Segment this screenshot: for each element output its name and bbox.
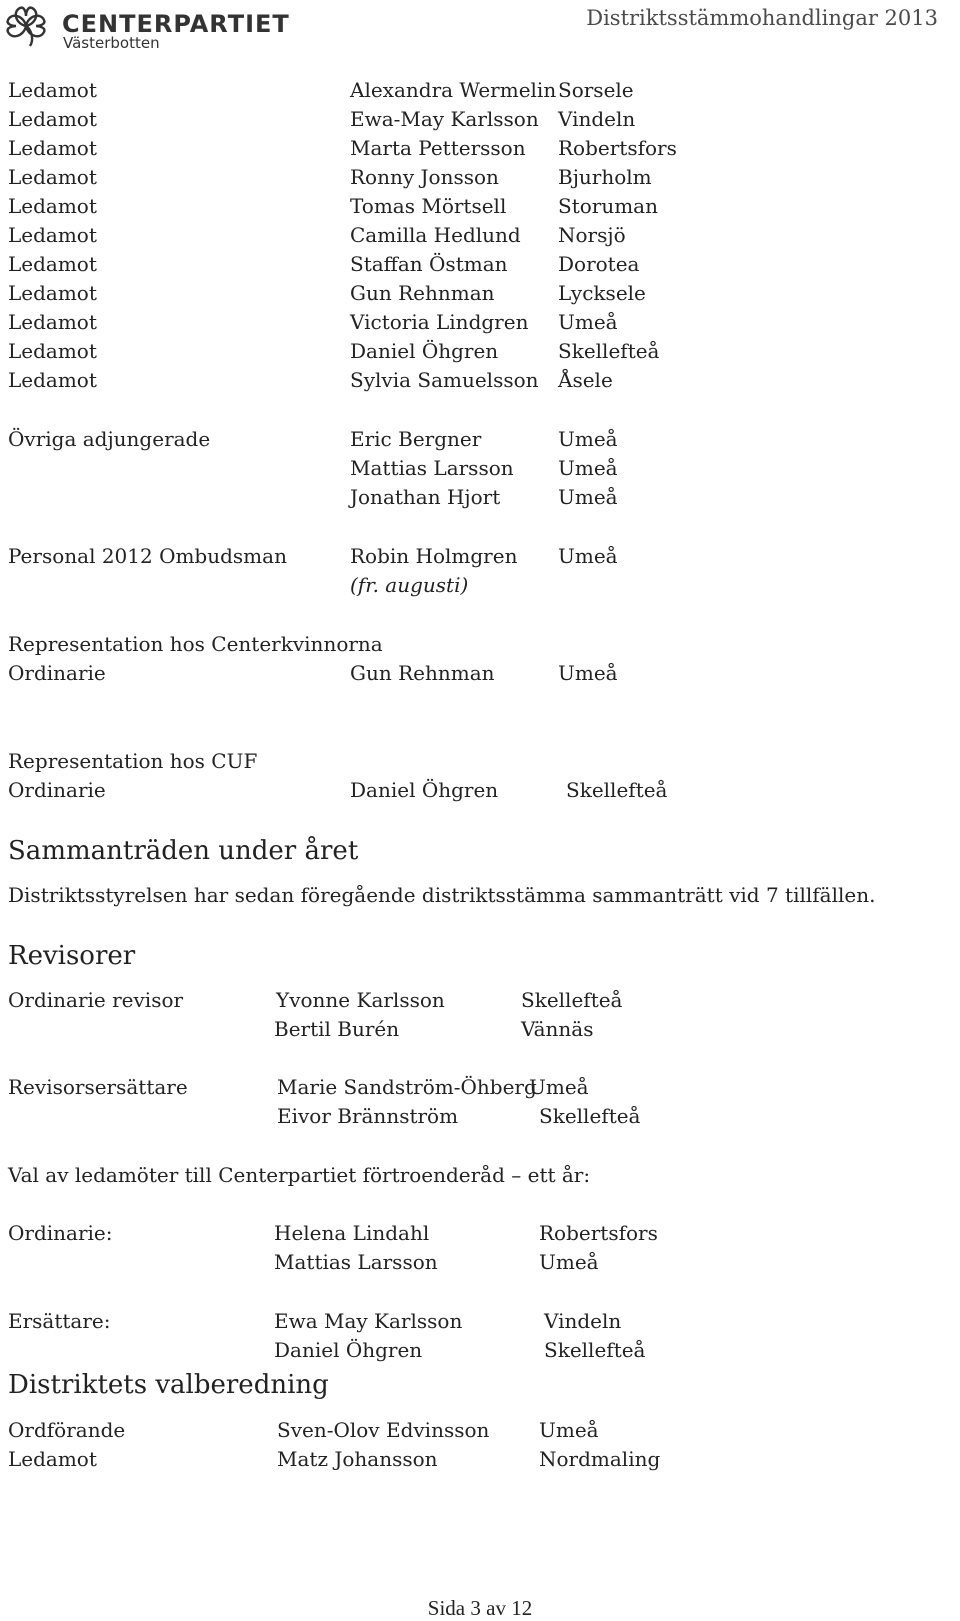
name-cell: Mattias Larsson [350, 456, 514, 480]
name-cell: Alexandra Wermelin [350, 78, 557, 102]
place-cell: Bjurholm [558, 165, 652, 189]
adjunct-label: Övriga adjungerade [8, 427, 211, 451]
place-cell: Åsele [558, 368, 613, 392]
council-deputy-label: Ersättare: [8, 1309, 111, 1333]
name-cell: Gun Rehnman [350, 281, 495, 305]
name-cell: Daniel Öhgren [350, 778, 499, 802]
place-cell: Umeå [558, 310, 618, 334]
section-heading: Representation hos CUF [8, 749, 258, 773]
place-cell: Umeå [539, 1250, 599, 1274]
role-cell: Ledamot [8, 194, 97, 218]
role-cell: Ordförande [8, 1418, 126, 1442]
name-cell: Eric Bergner [350, 427, 482, 451]
role-cell: Ledamot [8, 107, 97, 131]
name-cell: Sven-Olov Edvinsson [277, 1418, 490, 1442]
role-cell: Ledamot [8, 165, 97, 189]
page-number: Sida 3 av 12 [427, 1596, 533, 1620]
name-cell: Staffan Östman [350, 252, 508, 276]
role-cell: Ledamot [8, 281, 97, 305]
deputy-auditor-label: Revisorsersättare [8, 1075, 188, 1099]
name-cell: Ronny Jonsson [350, 165, 499, 189]
name-cell: Eivor Brännström [277, 1104, 459, 1128]
clover-logo-icon [4, 4, 48, 48]
logo-region: Västerbotten [63, 34, 160, 52]
place-cell: Vännäs [521, 1017, 594, 1041]
name-cell: Marie Sandström-Öhberg [277, 1075, 537, 1099]
place-cell: Skellefteå [558, 339, 660, 363]
place-cell: Lycksele [558, 281, 646, 305]
name-cell: Marta Pettersson [350, 136, 526, 160]
meetings-text: Distriktsstyrelsen har sedan föregående distriktsstämma sammanträtt vid 7 tillfällen. [8, 883, 876, 907]
staff-note: (fr. augusti) [350, 573, 469, 597]
place-cell: Umeå [558, 427, 618, 451]
section-heading: Val av ledamöter till Centerpartiet förtroenderåd – ett år: [8, 1163, 591, 1187]
place-cell: Dorotea [558, 252, 640, 276]
place-cell: Sorsele [558, 78, 634, 102]
role-cell: Ledamot [8, 252, 97, 276]
place-cell: Umeå [529, 1075, 589, 1099]
place-cell: Umeå [558, 544, 618, 568]
council-ordinary-label: Ordinarie: [8, 1221, 113, 1245]
place-cell: Umeå [558, 456, 618, 480]
place-cell: Skellefteå [566, 778, 668, 802]
name-cell: Matz Johansson [277, 1447, 438, 1471]
name-cell: Ewa-May Karlsson [350, 107, 539, 131]
logo-wordmark: CENTERPARTIET [62, 10, 290, 38]
place-cell: Umeå [539, 1418, 599, 1442]
name-cell: Tomas Mörtsell [350, 194, 507, 218]
role-cell: Ledamot [8, 310, 97, 334]
role-cell: Ledamot [8, 1447, 97, 1471]
role-cell: Ordinarie [8, 778, 106, 802]
document-title: Distriktsstämmohandlingar 2013 [586, 6, 938, 30]
role-cell: Ordinarie [8, 661, 106, 685]
role-cell: Ledamot [8, 136, 97, 160]
role-cell: Ledamot [8, 339, 97, 363]
place-cell: Skellefteå [539, 1104, 641, 1128]
name-cell: Jonathan Hjort [350, 485, 501, 509]
name-cell: Ewa May Karlsson [274, 1309, 463, 1333]
place-cell: Storuman [558, 194, 658, 218]
place-cell: Robertsfors [539, 1221, 658, 1245]
section-heading: Distriktets valberedning [8, 1370, 329, 1400]
name-cell: Mattias Larsson [274, 1250, 438, 1274]
section-heading: Sammanträden under året [8, 836, 359, 866]
name-cell: Helena Lindahl [274, 1221, 430, 1245]
place-cell: Vindeln [558, 107, 636, 131]
staff-label: Personal 2012 Ombudsman [8, 544, 287, 568]
place-cell: Robertsfors [558, 136, 677, 160]
name-cell: Robin Holmgren [350, 544, 518, 568]
place-cell: Nordmaling [539, 1447, 661, 1471]
name-cell: Daniel Öhgren [274, 1338, 423, 1362]
name-cell: Bertil Burén [274, 1017, 400, 1041]
place-cell: Vindeln [544, 1309, 622, 1333]
place-cell: Umeå [558, 661, 618, 685]
name-cell: Daniel Öhgren [350, 339, 499, 363]
role-cell: Ledamot [8, 368, 97, 392]
section-heading: Revisorer [8, 941, 136, 971]
role-cell: Ledamot [8, 78, 97, 102]
name-cell: Sylvia Samuelsson [350, 368, 539, 392]
role-cell: Ledamot [8, 223, 97, 247]
place-cell: Umeå [558, 485, 618, 509]
name-cell: Yvonne Karlsson [276, 988, 445, 1012]
name-cell: Camilla Hedlund [350, 223, 521, 247]
place-cell: Skellefteå [544, 1338, 646, 1362]
name-cell: Victoria Lindgren [350, 310, 529, 334]
name-cell: Gun Rehnman [350, 661, 495, 685]
ordinary-auditor-label: Ordinarie revisor [8, 988, 184, 1012]
section-heading: Representation hos Centerkvinnorna [8, 632, 383, 656]
place-cell: Norsjö [558, 223, 626, 247]
place-cell: Skellefteå [521, 988, 623, 1012]
